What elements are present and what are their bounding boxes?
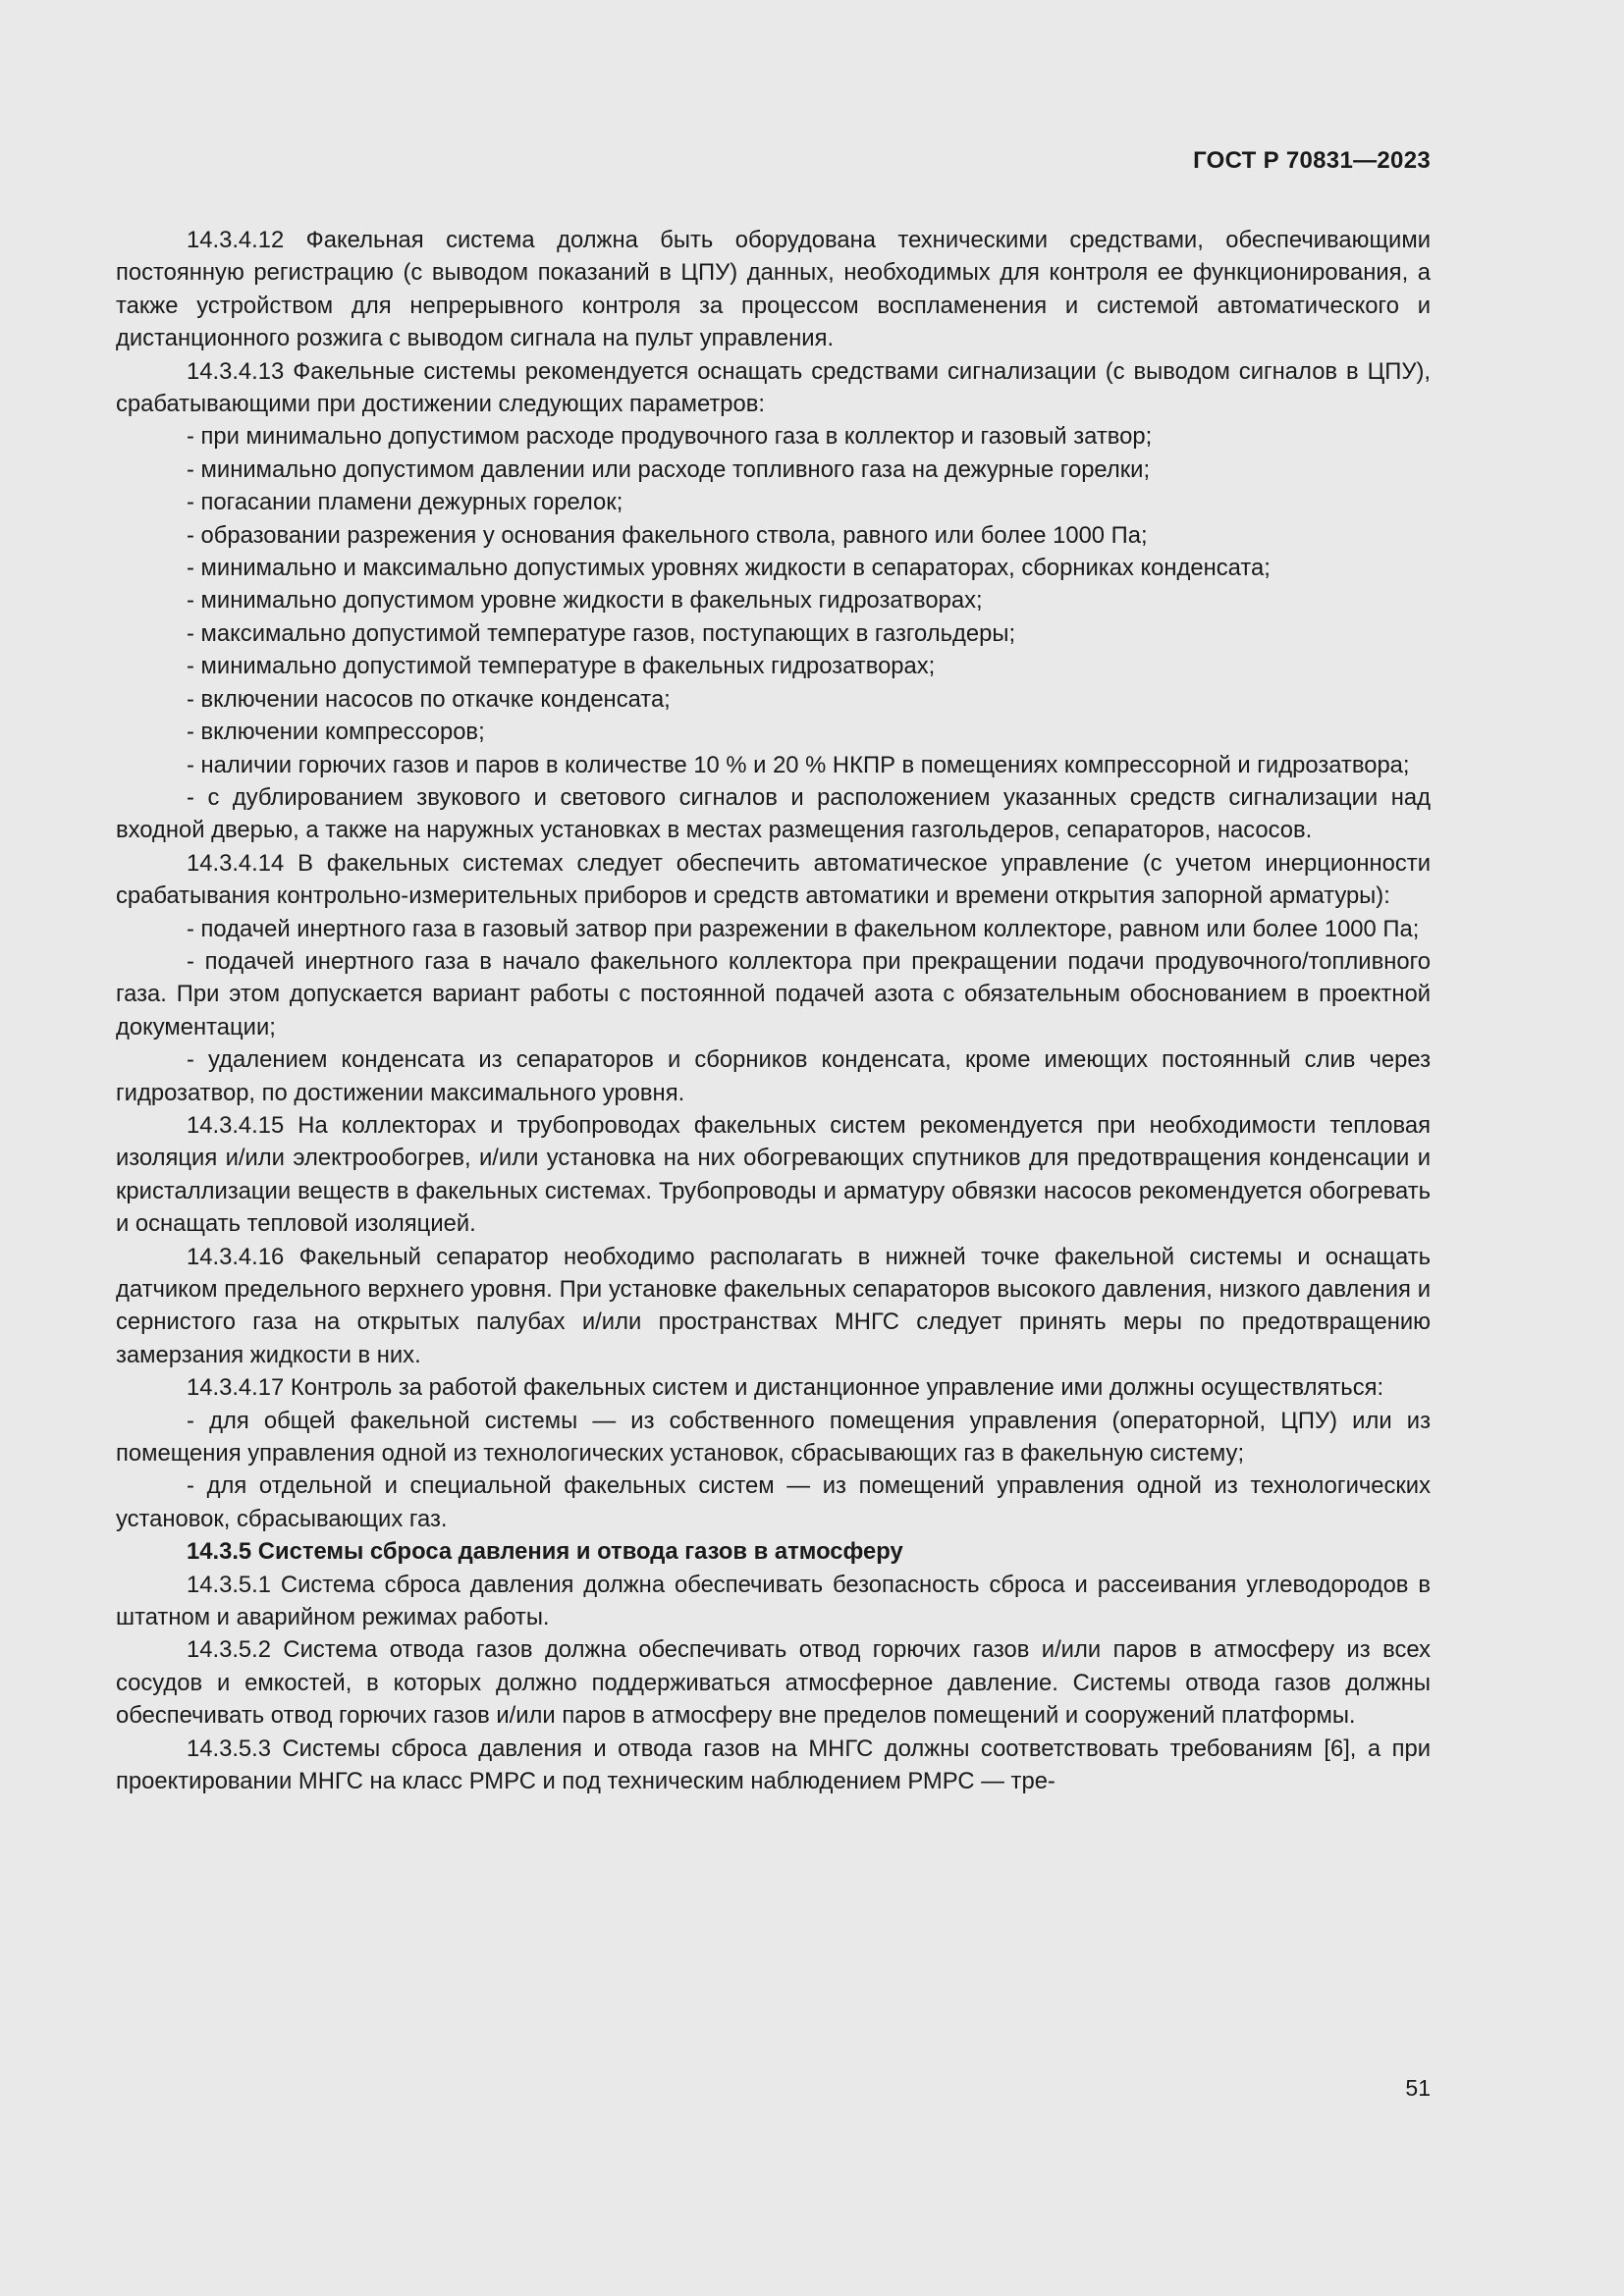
paragraph-14-3-4-13: 14.3.4.13 Факельные системы рекомендуется оснащать средствами сигнализации (с выводом сигналов в ЦПУ), срабатывающими при достижении следующих параметров: xyxy=(116,357,1431,418)
list-item: - для отдельной и специальной факельных систем — из помещений управления одной из технологических установок, сбрасывающих газ. xyxy=(116,1472,1431,1532)
list-item: - погасании пламени дежурных горелок; xyxy=(187,489,623,516)
list-item: - при минимально допустимом расходе продувочного газа в коллектор и газовый затвор; xyxy=(187,423,1153,451)
paragraph-14-3-4-15: 14.3.4.15 На коллекторах и трубопроводах факельных систем рекомендуется при необходимости тепловая изоляция и/или электрообогрев, и/или установка на них обогревающих спутников для предотвращения конденсации и кристаллизации веществ в факельных системах. Трубопроводы и арматуру обвязки насосов рекомендуется обогревать и оснащать тепловой изоляцией. xyxy=(116,1111,1431,1238)
paragraph-14-3-5-3: 14.3.5.3 Системы сброса давления и отвода газов на МНГС должны соответствовать требованиям [6], а при проектировании МНГС на класс РМРС и под техническим наблюдением РМРС — тре- xyxy=(116,1735,1431,1795)
list-item: - для общей факельной системы — из собственного помещения управления (операторной, ЦПУ) или из помещения управления одной из технологических установок, сбрасывающих газ в факельную систему; xyxy=(116,1407,1431,1468)
paragraph-14-3-5-1: 14.3.5.1 Система сброса давления должна обеспечивать безопасность сброса и рассеивания углеводородов в штатном и аварийном режимах работы. xyxy=(116,1571,1431,1631)
paragraph-14-3-4-12: 14.3.4.12 Факельная система должна быть оборудована техническими средствами, обеспечивающими постоянную регистрацию (с выводом показаний в ЦПУ) данных, необходимых для контроля ее функционирования, а также устройством для непрерывного контроля за процессом воспламенения и системой автоматического и дистанционного розжига с выводом сигнала на пульт управления. xyxy=(116,227,1431,352)
list-item: - удалением конденсата из сепараторов и сборников конденсата, кроме имеющих постоянный слив через гидрозатвор, по достижении максимального уровня. xyxy=(116,1046,1431,1106)
list-item: - минимально и максимально допустимых уровнях жидкости в сепараторах, сборниках конденсата; xyxy=(187,555,1271,582)
list-item: - включении насосов по откачке конденсата; xyxy=(187,685,671,713)
document-header: ГОСТ Р 70831—2023 xyxy=(1193,147,1431,174)
list-item: - образовании разрежения у основания факельного ствола, равного или более 1000 Па; xyxy=(187,521,1148,549)
paragraph-14-3-4-14: 14.3.4.14 В факельных системах следует обеспечить автоматическое управление (с учетом инерционности срабатывания контрольно-измерительных приборов и средств автоматики и времени открытия запорной арматуры): xyxy=(116,849,1431,910)
paragraph-14-3-4-17: 14.3.4.17 Контроль за работой факельных систем и дистанционное управление ими должны осуществляться: xyxy=(187,1374,1384,1402)
page-number: 51 xyxy=(1405,2075,1431,2101)
list-item: - минимально допустимом давлении или расходе топливного газа на дежурные горелки; xyxy=(187,455,1151,483)
paragraph-14-3-5-2: 14.3.5.2 Система отвода газов должна обеспечивать отвод горючих газов и/или паров в атмосферу из всех сосудов и емкостей, в которых должно поддерживаться атмосферное давление. Системы отвода газов должны обеспечивать отвод горючих газов и/или паров в атмосферу вне пределов помещений и сооружений платформы. xyxy=(116,1636,1431,1730)
list-item: - включении компрессоров; xyxy=(187,719,485,746)
list-item: - минимально допустимом уровне жидкости в факельных гидрозатворах; xyxy=(187,587,983,614)
list-item: - наличии горючих газов и паров в количестве 10 % и 20 % НКПР в помещениях компрессорной и гидрозатвора; xyxy=(187,751,1410,778)
list-item: - подачей инертного газа в газовый затвор при разрежении в факельном коллекторе, равном или более 1000 Па; xyxy=(187,915,1420,942)
list-item: - максимально допустимой температуре газов, поступающих в газгольдеры; xyxy=(187,619,1016,647)
section-heading-14-3-5: 14.3.5 Системы сброса давления и отвода газов в атмосферу xyxy=(187,1538,903,1566)
list-item: - подачей инертного газа в начало факельного коллектора при прекращении подачи продувочного/топливного газа. При этом допускается вариант работы с постоянной подачей азота с обязательным обоснованием в проектной документации; xyxy=(116,947,1431,1041)
document-body xyxy=(116,224,1431,1798)
paragraph-14-3-4-16: 14.3.4.16 Факельный сепаратор необходимо располагать в нижней точке факельной системы и оснащать датчиком предельного верхнего уровня. При установке факельных сепараторов высокого давления, низкого давления и сернистого газа на открытых палубах и/или пространствах МНГС следует принять меры по предотвращению замерзания жидкости в них. xyxy=(116,1243,1431,1368)
list-item: - минимально допустимой температуре в факельных гидрозатворах; xyxy=(187,653,936,680)
list-item: - с дублированием звукового и светового сигналов и расположением указанных средств сигнализации над входной дверью, а также на наружных установках в местах размещения газгольдеров, сепараторов, насосов. xyxy=(116,783,1431,844)
